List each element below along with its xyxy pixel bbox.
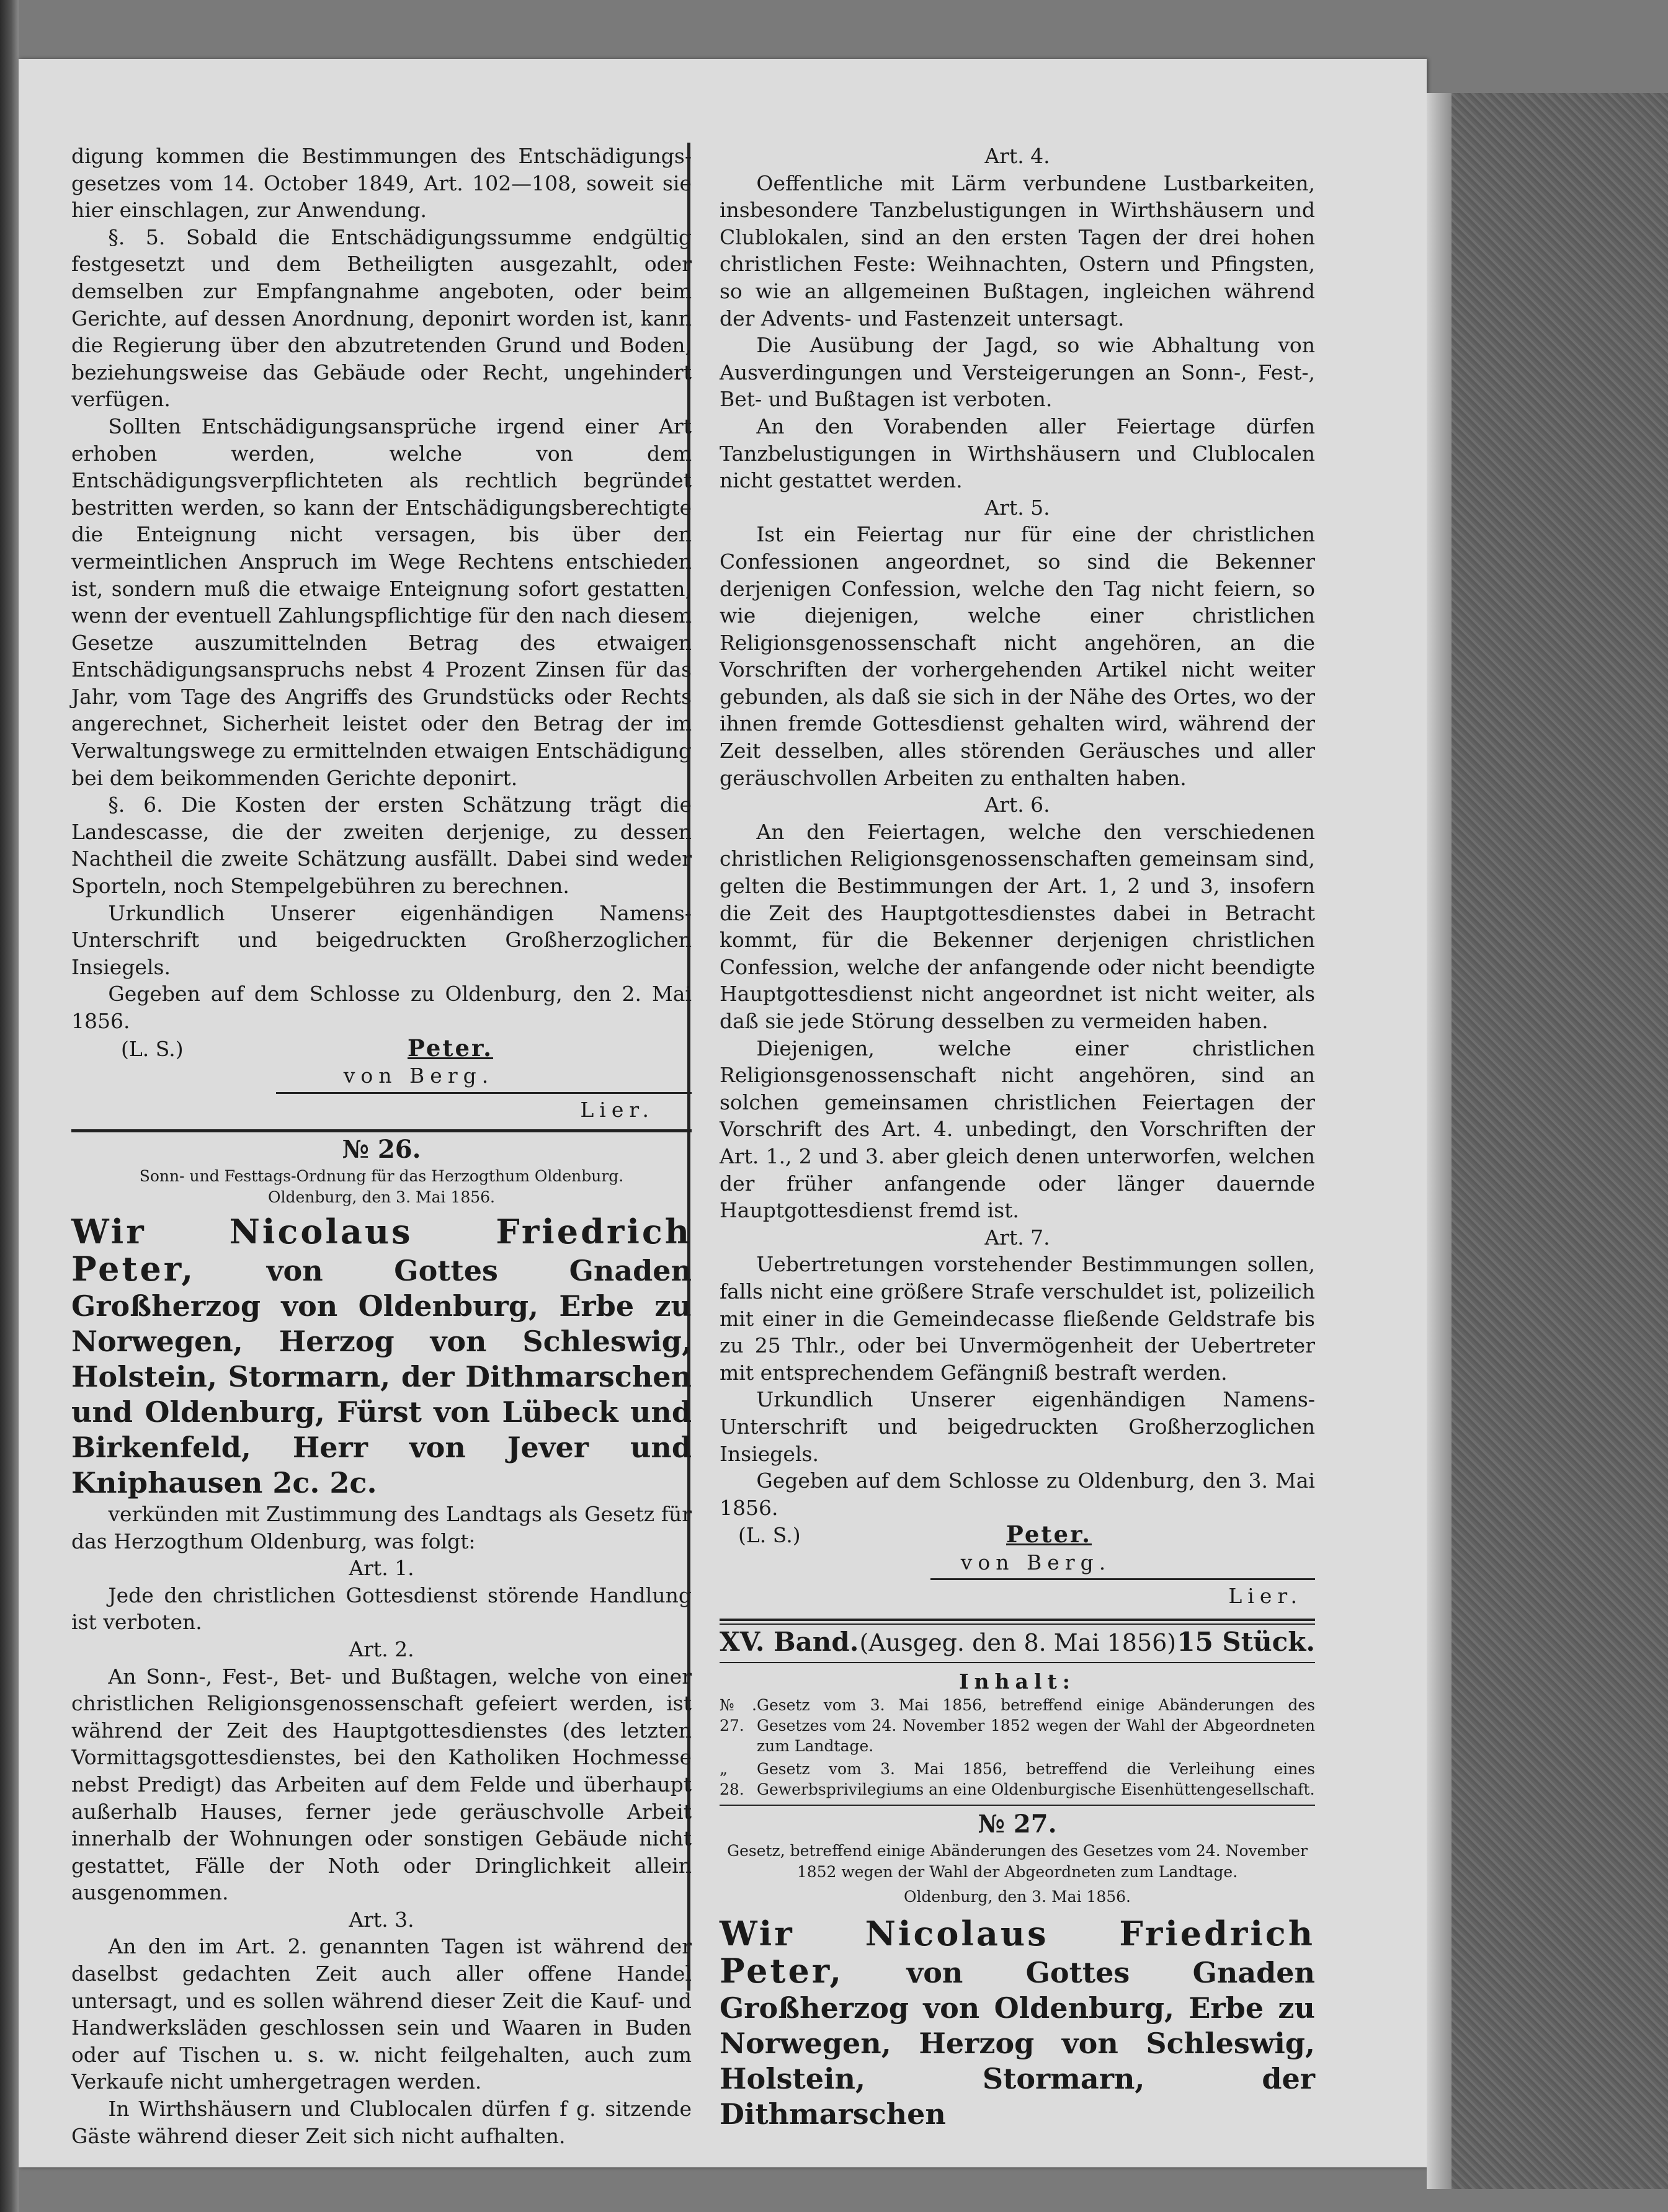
article-6-text-2: Diejenigen, welche einer christlichen Religionsgenossenschaft nicht angehören, sind an solchen gemeinsamen christlichen Feiertagen der Vorschrift des Art. 4. unbedingt, den Vorschriften der Art. 1., 2 und 3. aber gleich denen unterworfen, welchen der früher anfangende oder länger dauernde Hauptgottesdienst fremd ist.: [720, 1036, 1315, 1223]
signature-row: [720, 1521, 1315, 1549]
issue-date: (Ausgeg. den 8. Mai 1856): [859, 1629, 1177, 1657]
article-3-text: An den im Art. 2. genannten Tagen ist während der daselbst gedachten Zeit auch aller offene Handel untersagt, und es sollen während dieser Zeit die Kauf- und Handwerksläden geschlossen sein und Waaren in Buden oder auf Tischen u. s. w. nicht feilgehalten, auch zum Verkaufe nicht umhergetragen werden.: [71, 1934, 692, 2094]
law-date-26: Oldenburg, den 3. Mai 1856.: [267, 1188, 495, 1206]
toc-number: „ 28.: [720, 1760, 744, 1799]
signature-lier: Lier.: [1228, 1584, 1303, 1609]
signature-von-berg: von Berg.: [960, 1550, 1112, 1575]
signature-line: [930, 1578, 1315, 1580]
article-heading-2: Art. 2.: [349, 1637, 414, 1661]
signature-peter: Peter.: [408, 1034, 493, 1062]
decree-titles: von Gottes Gnaden Großherzog von Oldenburg, Erbe zu Norwegen, Herzog von Schleswig, Holstein, Stormarn, der Dithmarschen: [720, 1955, 1316, 2131]
contents-heading: Inhalt:: [959, 1669, 1076, 1694]
page-edge: [1427, 93, 1452, 2189]
law-number-26: № 26.: [342, 1135, 421, 1165]
paragraph-gegeben: Gegeben auf dem Schlosse zu Oldenburg, den 3. Mai 1856.: [720, 1468, 1315, 1520]
paragraph-section-6: §. 6. Die Kosten der ersten Schätzung trägt die Landescasse, die der zweiten derjenige, zu dessen Nachtheil die zweite Schätzung ausfällt. Dabei sind weder Sporteln, noch Stempelgebühren zu berechnen.: [71, 793, 692, 899]
article-7-text: Uebertretungen vorstehender Bestimmungen sollen, falls nicht eine größere Strafe verschuldet ist, polizeilich mit einer in die Gemeindecasse fließende Geldstrafe bis zu 25 Thlr., oder bei Unvermögenheit der Uebertreter mit entsprechendem Gefängniß bestraft werden.: [720, 1252, 1315, 1385]
divider: [720, 1805, 1315, 1806]
article-4-text-3: An den Vorabenden aller Feiertage dürfen Tanzbelustigungen in Wirthshäusern und Clublocalen nicht gestattet werden.: [720, 414, 1315, 493]
paragraph-section-5: §. 5. Sobald die Entschädigungssumme endgültig festgesetzt und dem Betheiligten ausgezahlt, oder demselben zur Empfangnahme angeboten, oder beim Gerichte, auf dessen Anordnung, deponirt worden ist, kann die Regierung über den abzutretenden Grund und Boden, beziehungsweise das Gebäude oder Recht, ungehindert verfügen.: [71, 224, 692, 412]
divider: [71, 1129, 692, 1132]
article-heading-7: Art. 7.: [984, 1225, 1050, 1250]
article-4-text: Oeffentliche mit Lärm verbundene Lustbarkeiten, insbesondere Tanzbelustigungen in Wirthshäusern und Clublokalen, sind an den ersten Tagen der drei hohen christlichen Feste: Weihnachten, Ostern und Pfingsten, so wie an allgemeinen Bußtagen, ingleichen während der Advents- und Fastenzeit untersagt.: [720, 171, 1315, 331]
divider: [720, 1662, 1315, 1663]
decree-first-line: Wir Nicolaus Friedrich Peter,: [720, 1913, 1315, 1991]
divider: [720, 1619, 1315, 1625]
seal-mark: (L. S.): [121, 1036, 184, 1061]
paragraph-gegeben: Gegeben auf dem Schlosse zu Oldenburg, den 2. Mai 1856.: [71, 982, 692, 1033]
article-2-text: An Sonn-, Fest-, Bet- und Bußtagen, welche von einer christlichen Religionsgenossenschaft gefeiert werden, ist während der Zeit des Hauptgottesdienstes (des letzten Vormittagsgottesdienstes, bei den Katholiken Hochmesse nebst Predigt) das Arbeiten auf dem Felde und überhaupt außerhalb Hauses, ferner jede geräuschvolle Arbeit innerhalb der Wohnungen oder sonstigen Gebäude nicht gestattet, Fälle der Noth oder Dringlichkeit allein ausgenommen.: [71, 1664, 692, 1905]
law-title-26: Sonn- und Festtags-Ordnung für das Herzogthum Oldenburg.: [139, 1166, 624, 1185]
signature-line: [276, 1092, 692, 1094]
toc-number: №. 27.: [720, 1696, 757, 1735]
seal-mark: (L. S.): [738, 1523, 801, 1548]
law-date-27: Oldenburg, den 3. Mai 1856.: [903, 1887, 1131, 1906]
article-3-text-2: In Wirthshäusern und Clublocalen dürfen f g. sitzende Gäste während dieser Zeit sich nicht aufhalten.: [71, 2097, 692, 2148]
law-number-27: № 27.: [978, 1810, 1057, 1839]
paragraph-urkundlich: Urkundlich Unserer eigenhändigen Namens-Unterschrift und beigedruckten Großherzoglichen Insiegels.: [720, 1387, 1315, 1466]
article-heading-6: Art. 6.: [984, 793, 1050, 817]
issue-number: 15 Stück.: [1177, 1627, 1315, 1658]
decree-first-line: Wir Nicolaus Friedrich Peter,: [71, 1211, 692, 1289]
article-6-text: An den Feiertagen, welche den verschiedenen christlichen Religionsgenossenschaften gemeinsam sind, gelten die Bestimmungen der Art. 1, 2 und 3, insofern die Zeit des Hauptgottesdienstes dabei in Betracht kommt, für die Bekenner derjenigen christlichen Confession, welche der anfangende oder nicht beendigte Hauptgottesdienst nicht angeordnet ist nicht weiter, als daß sie jede Störung desselben zu vermeiden haben.: [720, 819, 1315, 1033]
paragraph-urkundlich: Urkundlich Unserer eigenhändigen Namens-Unterschrift und beigedruckten Großherzoglichen Insiegels.: [71, 900, 692, 979]
signature-peter: Peter.: [1006, 1521, 1092, 1548]
paragraph-verkuenden: verkünden mit Zustimmung des Landtags als Gesetz für das Herzogthum Oldenburg, was folgt:: [71, 1501, 692, 1553]
book-spine: [1427, 93, 1668, 2189]
article-heading-5: Art. 5.: [984, 495, 1050, 520]
article-heading-3: Art. 3.: [349, 1907, 414, 1932]
signature-lier: Lier.: [580, 1097, 654, 1122]
decree-titles: von Gottes Gnaden Großherzog von Oldenburg, Erbe zu Norwegen, Herzog von Schleswig, Holstein, Stormarn, der Dithmarschen und Oldenburg, Fürst von Lübeck und Birkenfeld, Herr von Jever und Kniphausen 2c. 2c.: [71, 1253, 692, 1499]
paragraph: digung kommen die Bestimmungen des Entschädigungs-gesetzes vom 14. October 1849, Art. 102—108, soweit sie hier einschlagen, zur Anwendung.: [71, 144, 692, 223]
signature-von-berg: von Berg.: [343, 1064, 494, 1088]
toc-entry: [720, 1759, 1315, 1800]
decree-heading: [71, 1211, 692, 1501]
right-column: [720, 143, 1315, 2132]
article-heading-4: Art. 4.: [984, 144, 1050, 168]
toc-text: Gesetz vom 3. Mai 1856, betreffend die Verleihung eines Gewerbsprivilegiums an eine Oldenburgische Eisenhüttengesellschaft.: [757, 1760, 1315, 1799]
article-4-text-2: Die Ausübung der Jagd, so wie Abhaltung von Ausverdingungen und Versteigerungen an Sonn-, Fest-, Bet- und Bußtagen ist verboten.: [720, 333, 1315, 412]
issue-header: [720, 1628, 1315, 1657]
signature-row: [71, 1035, 692, 1063]
paragraph: Sollten Entschädigungsansprüche irgend einer Art erhoben werden, welche von dem Entschädigungsverpflichteten als rechtlich begründet bestritten werden, so kann der Entschädigungsberechtigte die Enteignung nicht versagen, bis über den vermeintlichen Anspruch im Wege Rechtens entschieden ist, sondern muß die etwaige Enteignung sofort gestatten, wenn der eventuell Zahlungspflichtige für den nach diesem Gesetze auszumittelnden Betrag des etwaigen Entschädigungsanspruchs nebst 4 Prozent Zinsen für das Jahr, vom Tage des Angriffs des Grundstücks oder Rechts angerechnet, Sicherheit leistet oder den Betrag der im Verwaltungswege zu ermittelnden etwaigen Entschädigung bei dem beikommenden Gerichte deponirt.: [71, 414, 692, 790]
toc-text: Gesetz vom 3. Mai 1856, betreffend einige Abänderungen des Gesetzes vom 24. November 1852 wegen der Wahl der Abgeordneten zum Landtage.: [757, 1696, 1315, 1756]
left-column: [71, 143, 692, 2149]
toc-entry: [720, 1695, 1315, 1756]
law-title-27: Gesetz, betreffend einige Abänderungen des Gesetzes vom 24. November 1852 wegen der Wahl der Abgeordneten zum Landtage.: [727, 1841, 1308, 1881]
article-heading-1: Art. 1.: [349, 1556, 414, 1581]
decree-heading: [720, 1913, 1316, 2132]
volume-label: XV. Band.: [720, 1627, 859, 1658]
book-binding-left: [0, 0, 19, 2212]
article-5-text: Ist ein Feiertag nur für eine der christlichen Confessionen angeordnet, so sind die Bekenner derjenigen Confession, welche den Tag nicht feiern, so wie diejenigen, welche einer christlichen Religionsgenossenschaft nicht angehören, an die Vorschriften der vorhergehenden Artikel nicht weiter gebunden, als daß sie sich in der Nähe des Ortes, wo der ihnen fremde Gottesdienst gehalten wird, während der Zeit desselben, alles störenden Geräusches und aller geräuschvollen Arbeiten zu enthalten haben.: [720, 522, 1315, 790]
article-1-text: Jede den christlichen Gottesdienst störende Handlung ist verboten.: [71, 1583, 692, 1635]
